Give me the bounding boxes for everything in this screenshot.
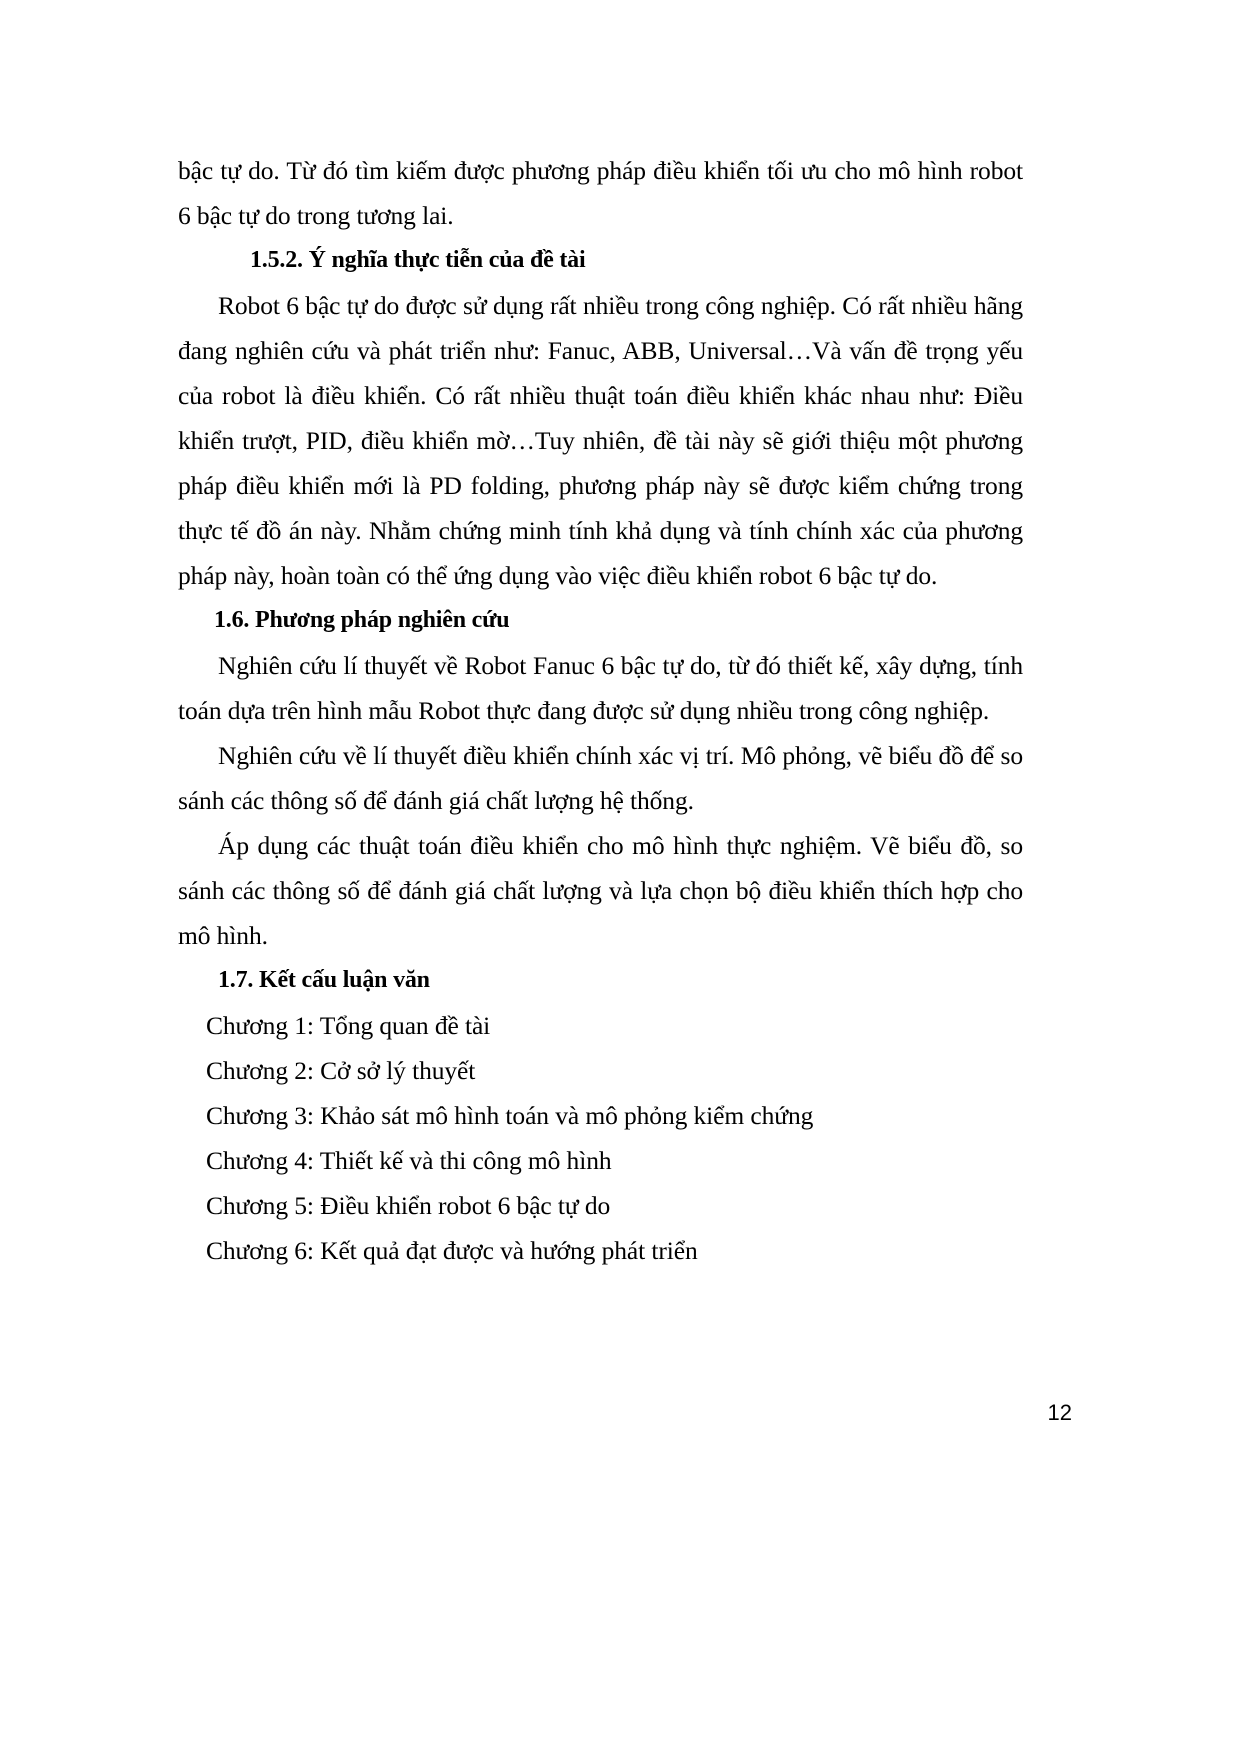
paragraph-intro-continued: bậc tự do. Từ đó tìm kiếm được phương pháp điều khiển tối ưu cho mô hình robot 6 bậc tự do trong tương lai. xyxy=(178,156,1023,230)
page-content xyxy=(178,148,1023,1273)
list-item: Chương 3: Khảo sát mô hình toán và mô phỏng kiểm chứng xyxy=(206,1101,814,1130)
list-item: Chương 4: Thiết kế và thi công mô hình xyxy=(206,1146,612,1175)
page-number: 12 xyxy=(1047,1400,1072,1425)
heading-section-1-6: 1.6. Phương pháp nghiên cứu xyxy=(214,607,510,633)
paragraph-method-2: Nghiên cứu về lí thuyết điều khiển chính xác vị trí. Mô phỏng, vẽ biểu đồ để so sánh các thông số để đánh giá chất lượng hệ thống. xyxy=(178,741,1023,815)
list-item: Chương 6: Kết quả đạt được và hướng phát triển xyxy=(206,1236,698,1265)
paragraph-practical-meaning: Robot 6 bậc tự do được sử dụng rất nhiều trong công nghiệp. Có rất nhiều hãng đang nghiên cứu và phát triển như: Fanuc, ABB, Universal…Và vấn đề trọng yếu của robot là điều khiển. Có rất nhiều thuật toán điều khiển khác nhau như: Điều khiển trượt, PID, điều khiển mờ…Tuy nhiên, đề tài này sẽ giới thiệu một phương pháp điều khiển mới là PD folding, phương pháp này sẽ được kiểm chứng trong thực tế đồ án này. Nhằm chứng minh tính khả dụng và tính chính xác của phương pháp này, hoàn toàn có thể ứng dụng vào việc điều khiển robot 6 bậc tự do. xyxy=(178,291,1023,590)
paragraph-method-3: Áp dụng các thuật toán điều khiển cho mô hình thực nghiệm. Vẽ biểu đồ, so sánh các thông số để đánh giá chất lượng và lựa chọn bộ điều khiển thích hợp cho mô hình. xyxy=(178,831,1023,950)
list-item: Chương 2: Cở sở lý thuyết xyxy=(206,1056,476,1085)
heading-section-1-7: 1.7. Kết cấu luận văn xyxy=(218,967,430,993)
list-item: Chương 5: Điều khiển robot 6 bậc tự do xyxy=(206,1191,611,1220)
paragraph-method-1: Nghiên cứu lí thuyết về Robot Fanuc 6 bậc tự do, từ đó thiết kế, xây dựng, tính toán dựa trên hình mẫu Robot thực đang được sử dụng nhiều trong công nghiệp. xyxy=(178,651,1023,725)
list-item: Chương 1: Tổng quan đề tài xyxy=(206,1011,491,1040)
chapter-list xyxy=(178,1003,1023,1273)
heading-section-1-5-2: 1.5.2. Ý nghĩa thực tiễn của đề tài xyxy=(250,247,586,273)
